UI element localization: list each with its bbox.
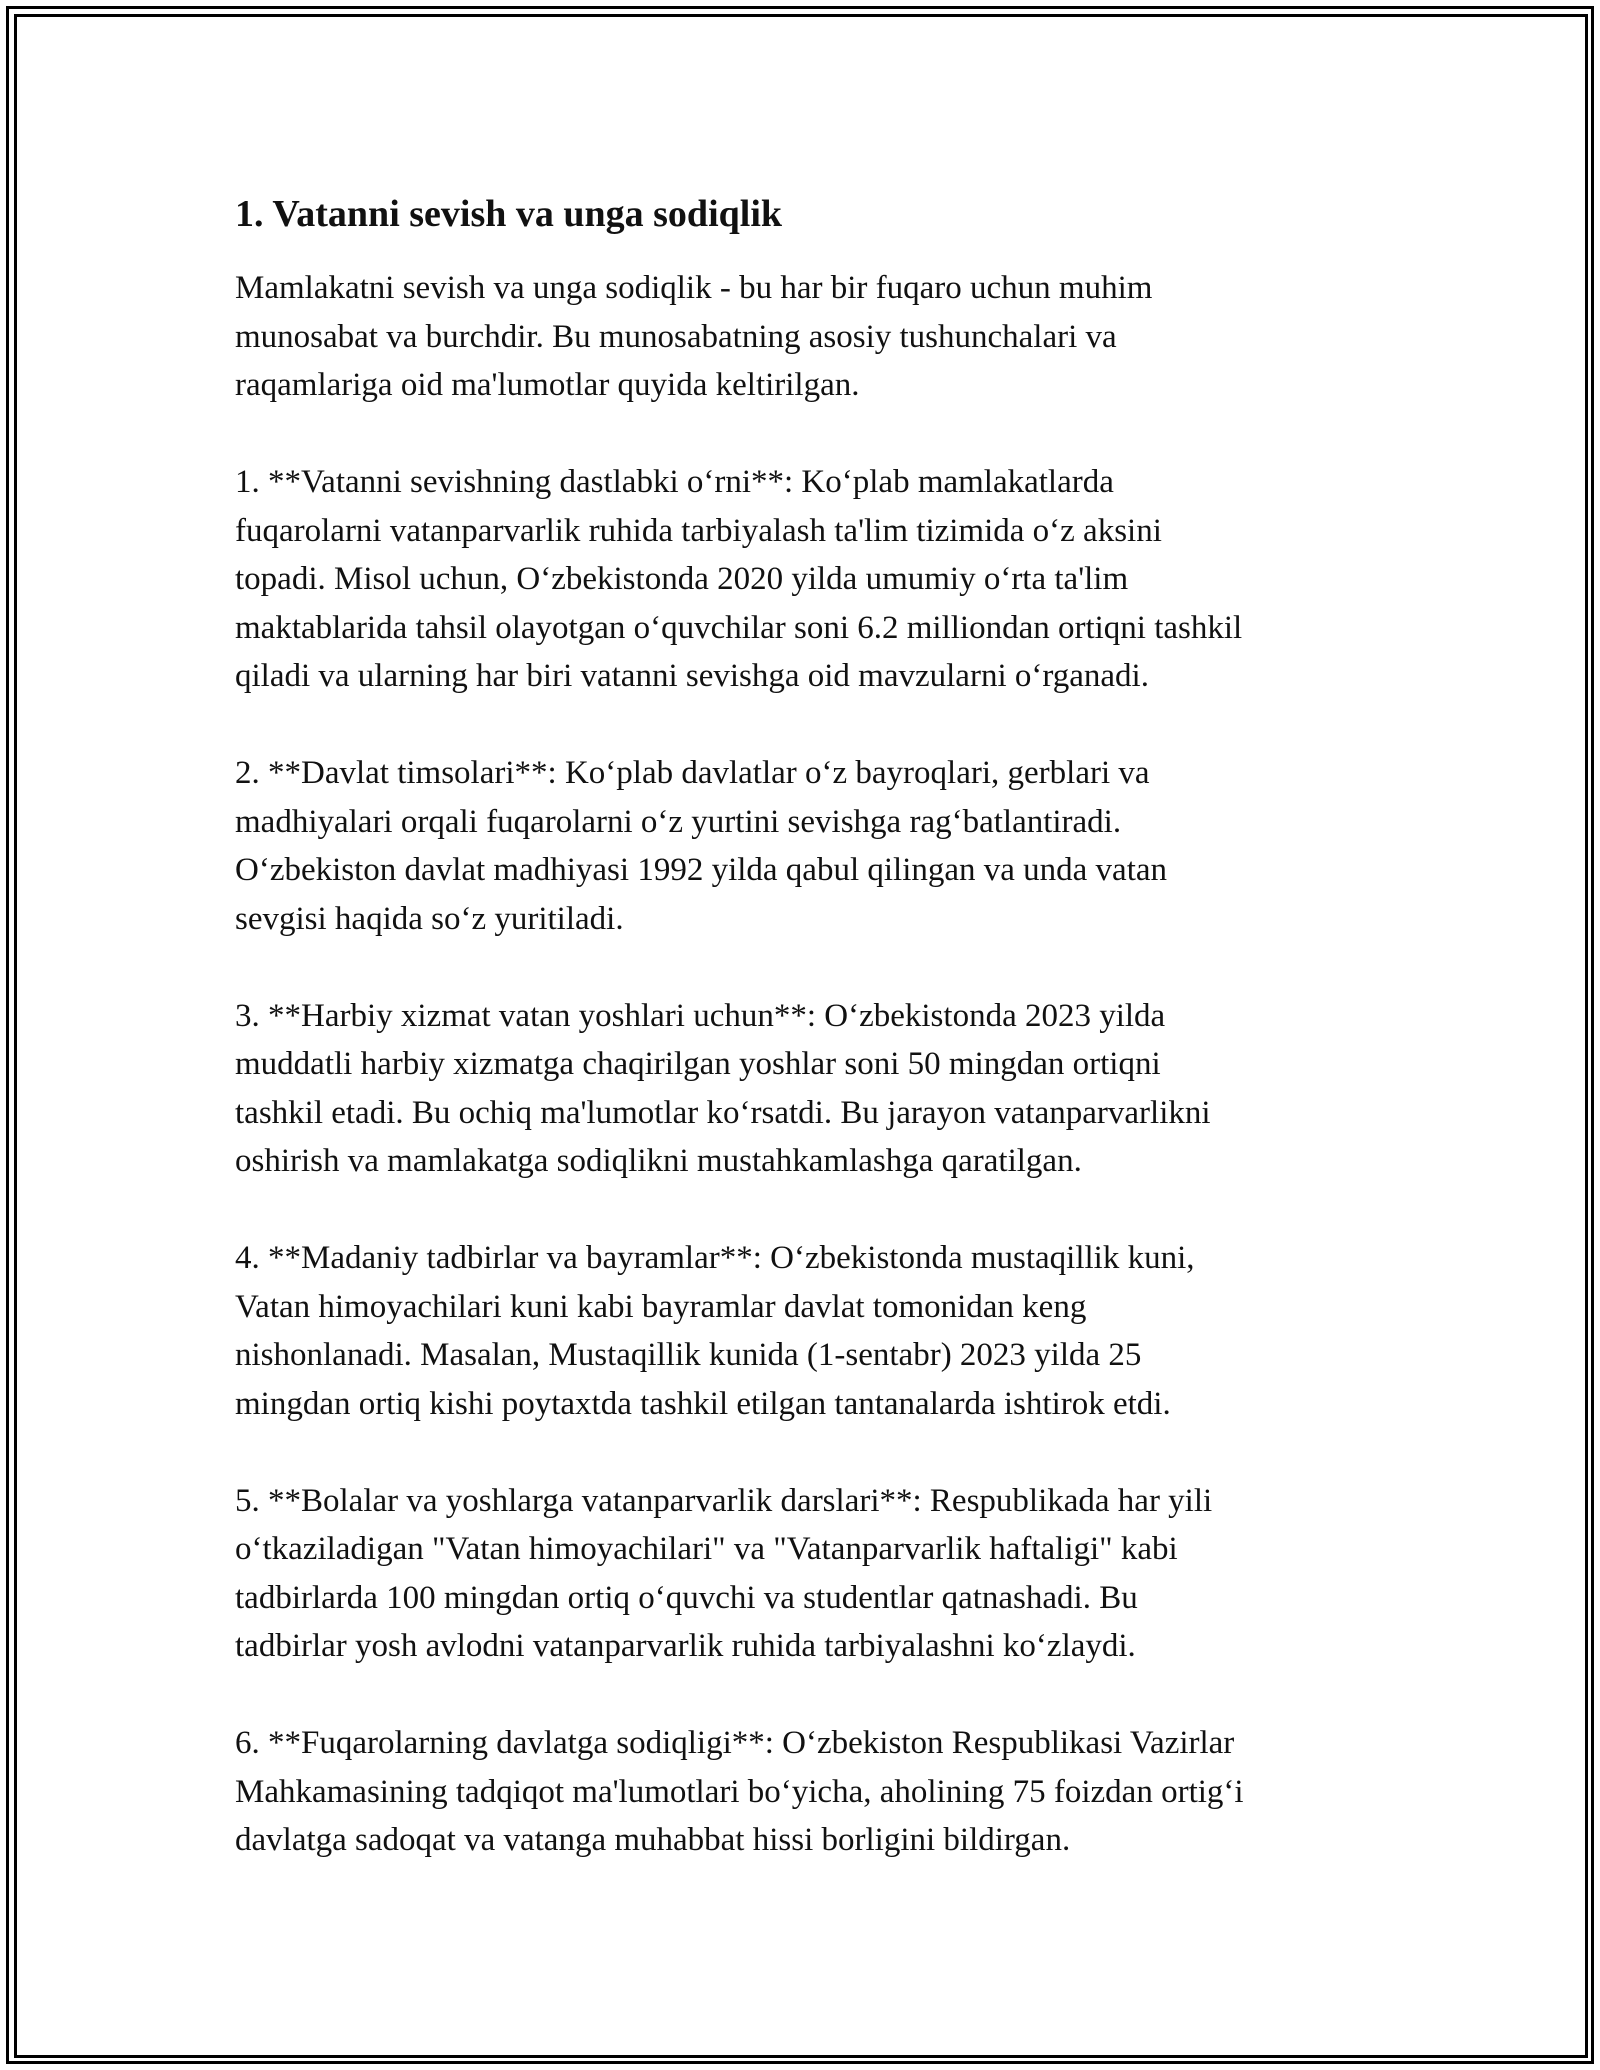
list-item-1: 1. **Vatanni sevishning dastlabki oʻrni**: Koʻplab mamlakatlarda fuqarolarni vatanparvarlik ruhida tarbiyalash ta'lim tizimida oʻz aksini topadi. Misol uchun, Oʻzbekistonda 2020 yilda umumiy oʻrta ta'lim maktablarida tahsil olayotgan oʻquvchilar soni 6.2 milliondan ortiqni tashkil qiladi va ularning har biri vatanni sevishga oid mavzularni oʻrganadi. [235, 464, 1243, 694]
document-body [235, 186, 1375, 1913]
list-item-6: 6. **Fuqarolarning davlatga sodiqligi**: Oʻzbekiston Respublikasi Vazirlar Mahkamasining tadqiqot ma'lumotlari boʻyicha, aholining 75 foizdan ortigʻi davlatga sadoqat va vatanga muhabbat hissi borligini bildirgan. [235, 1725, 1244, 1858]
section-heading: 1. Vatanni sevish va unga sodiqlik [235, 193, 783, 235]
list-item-2: 2. **Davlat timsolari**: Koʻplab davlatlar oʻz bayroqlari, gerblari va madhiyalari orqali fuqarolarni oʻz yurtini sevishga ragʻbatlantiradi. Oʻzbekiston davlat madhiyasi 1992 yilda qabul qilingan va unda vatan sevgisi haqida soʻz yuritiladi. [235, 755, 1168, 937]
list-item-3: 3. **Harbiy xizmat vatan yoshlari uchun**: Oʻzbekistonda 2023 yilda muddatli harbiy xizmatga chaqirilgan yoshlar soni 50 mingdan ortiqni tashkil etadi. Bu ochiq ma'lumotlar koʻrsatdi. Bu jarayon vatanparvarlikni oshirish va mamlakatga sodiqlikni mustahkamlashga qaratilgan. [235, 997, 1211, 1179]
list-item-4: 4. **Madaniy tadbirlar va bayramlar**: Oʻzbekistonda mustaqillik kuni, Vatan himoyachilari kuni kabi bayramlar davlat tomonidan keng nishonlanadi. Masalan, Mustaqillik kunida (1-sentabr) 2023 yilda 25 mingdan ortiq kishi poytaxtda tashkil etilgan tantanalarda ishtirok etdi. [235, 1240, 1195, 1422]
intro-paragraph: Mamlakatni sevish va unga sodiqlik - bu har bir fuqaro uchun muhim munosabat va burchdir. Bu munosabatning asosiy tushunchalari va raqamlariga oid ma'lumotlar quyida keltirilgan. [235, 270, 1153, 403]
list-item-5: 5. **Bolalar va yoshlarga vatanparvarlik darslari**: Respublikada har yili oʻtkaziladigan "Vatan himoyachilari" va "Vatanparvarlik haftaligi" kabi tadbirlarda 100 mingdan ortiq oʻquvchi va studentlar qatnashadi. Bu tadbirlar yosh avlodni vatanparvarlik ruhida tarbiyalashni koʻzlaydi. [235, 1482, 1213, 1664]
